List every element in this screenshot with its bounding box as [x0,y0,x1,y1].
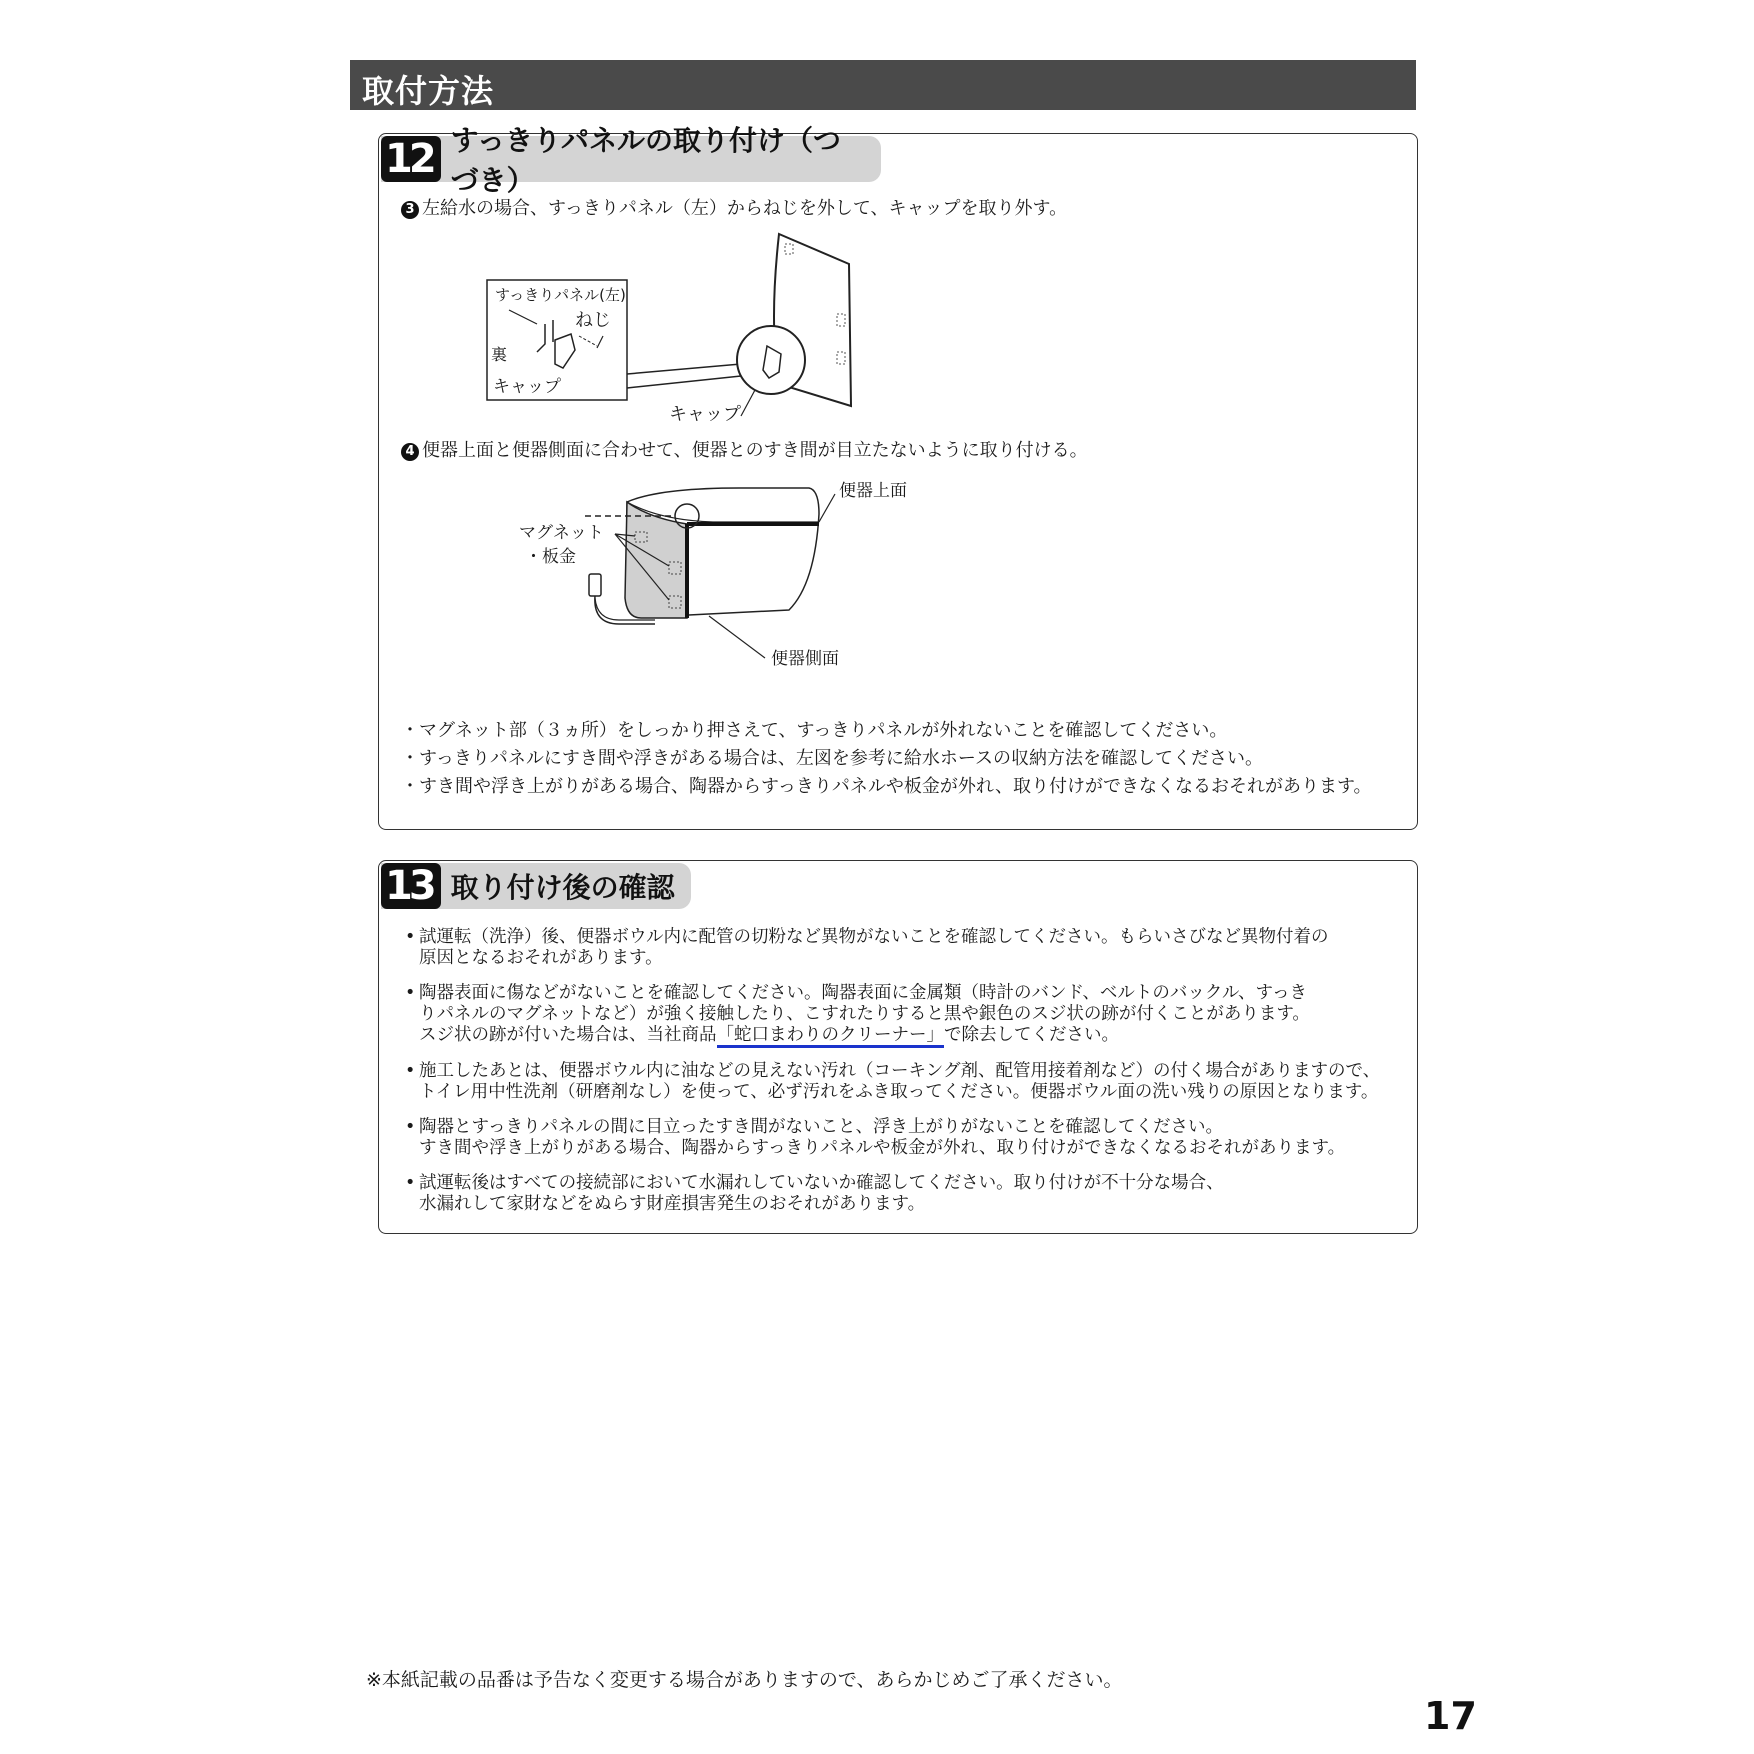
section-header [350,60,1416,110]
label-cap-inset: キャップ [493,377,561,397]
step-13-title: 取り付け後の確認 [450,871,675,904]
label-toilet-top: 便器上面 [839,481,907,501]
substep-4-marker: 4 [401,443,419,461]
step-12-title: すっきりパネルの取り付け（つづき） [450,124,841,197]
label-back: 裏 [491,345,508,364]
step-12-heading [381,124,881,197]
cap-removal-diagram [479,224,899,444]
substep-4-text: 4 便器上面と便器側面に合わせて、便器とのすき間が目立たないように取り付ける。 [401,436,1088,462]
panel-alignment-diagram [519,474,979,694]
label-cap-main: キャップ [669,404,741,425]
step-12-number: 12 [381,136,441,182]
substep-3-marker: 3 [401,201,419,219]
note-1: ・マグネット部（３ヵ所）をしっかり押さえて、すっきりパネルが外れないことを確認してください。 [401,720,1228,741]
label-toilet-side: 便器側面 [771,649,839,669]
label-panel-left: すっきりパネル(左) [495,286,626,304]
step-13-box: 13 取り付け後の確認 • 試運転（洗浄）後、便器ボウル内に配管の切粉など異物がないことを確認してください。もらいさびなど異物付着の 原因となるおそれがあります。 • 陶器表面に傷などがないことを確認してください。陶器表面に金属類（時計のバンド、ベルトのバックル、すっき りパネルのマグネットなど）が強く接触したり、こすれたりすると黒や銀色のスジ状の跡が付くことがあります。 スジ状の跡が付いた場合は、当社商品「蛇口まわりのクリーナー」で除去してください。 • 施工したあとは、便器ボウル内に油などの見えない汚れ（コーキング剤、配管用接着剤など）の付く場合がありますので、 トイレ用中性洗剤（研磨剤なし）を使って、必ず汚れをふき取ってください。便器ボウル面の洗い残りの原因となります。 • 陶器とすっきりパネルの間に目立ったすき間がないこと、浮き上がりがないことを確認してください。 すき間や浮き上がりがある場合、陶器からすっきりパネルや板金が外れ、取り付けができなくなるおそれがあります。 • 試運転後はすべての接続部において水漏れしていないか確認してください。取り付けが不十分な場合、 水漏れして家財などをぬらす財産損害発生のおそれがあります。 [378,860,1418,1234]
footer-note: ※本紙記載の品番は予告なく変更する場合がありますので、あらかじめご了承ください。 [366,1669,1123,1691]
step-13-heading [381,863,691,909]
substep-3-text: 3 左給水の場合、すっきりパネル（左）からねじを外して、キャップを取り外す。 [401,194,1067,220]
note-3: ・すき間や浮き上がりがある場合、陶器からすっきりパネルや板金が外れ、取り付けができなくなるおそれがあります。 [401,776,1372,797]
cleaner-product-link[interactable]: 「蛇口まわりのクリーナー」 [717,1025,945,1048]
note-2: ・すっきりパネルにすき間や浮きがある場合は、左図を参考に給水ホースの収納方法を確認してください。 [401,748,1264,769]
page-number: 17 [1424,1694,1477,1738]
step-13-number: 13 [381,863,441,909]
label-screw: ねじ [575,310,611,331]
step-12-box [378,124,1418,830]
label-plate: ・板金 [525,547,576,567]
section-title: 取付方法 [362,72,495,110]
label-magnet: マグネット [519,523,604,543]
